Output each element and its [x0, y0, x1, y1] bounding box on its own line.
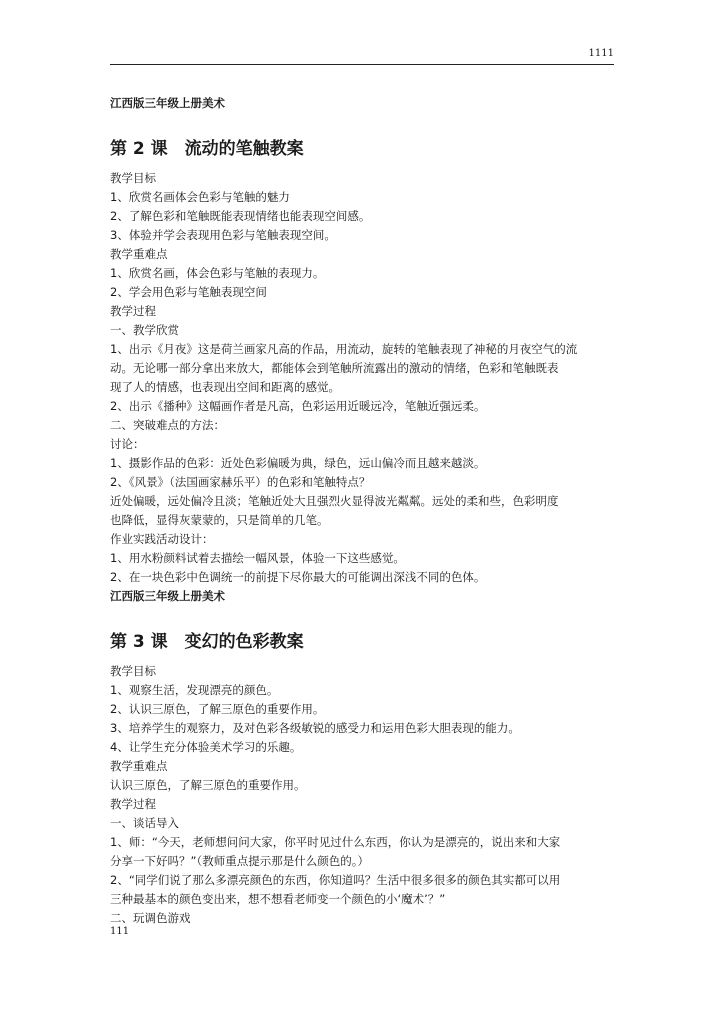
- text-line: 一、谈话导入: [110, 816, 179, 830]
- text-line: 教学重难点: [110, 759, 168, 773]
- text-line: 认识三原色，了解三原色的重要作用。: [110, 778, 306, 792]
- publisher-heading: 江西版三年级上册美术: [110, 589, 225, 603]
- footer-page-number: 111: [110, 926, 130, 937]
- lesson-3-body: [110, 662, 620, 928]
- text-line: 1、欣赏名画，体会色彩与笔触的表现力。: [110, 266, 325, 280]
- text-line: 2、《风景》（法国画家赫乐平）的色彩和笔触特点？: [110, 475, 371, 489]
- text-line: 1、用水粉颜料试着去描绘一幅风景，体验一下这些感觉。: [110, 551, 405, 565]
- text-line: 现了人的情感，也表现出空间和距离的感觉。: [110, 380, 340, 394]
- text-line: 2、“同学们说了那么多漂亮颜色的东西，你知道吗？生活中很多很多的颜色其实都可以用: [110, 873, 561, 887]
- text-line: 4、让学生充分体验美术学习的乐趣。: [110, 740, 302, 754]
- text-line: 1、出示《月夜》这是荷兰画家凡高的作品，用流动，旋转的笔触表现了神秘的月夜空气的流: [110, 342, 578, 356]
- text-line: 二、突破难点的方法：: [110, 418, 225, 432]
- text-line: 2、认识三原色，了解三原色的重要作用。: [110, 702, 325, 716]
- text-line: 教学目标: [110, 171, 156, 185]
- text-line: 1、观察生活，发现漂亮的颜色。: [110, 683, 279, 697]
- text-line: 教学目标: [110, 664, 156, 678]
- text-line: 讨论：: [110, 437, 145, 451]
- header-page-number: 1111: [588, 48, 614, 59]
- text-line: 一、教学欣赏: [110, 323, 179, 337]
- lesson-2-title: 第 2 课 流动的笔触教案: [110, 139, 304, 159]
- document-body: [110, 94, 620, 928]
- text-line: 2、出示《播种》这幅画作者是凡高，色彩运用近暖远冷，笔触近强远柔。: [110, 399, 486, 413]
- publisher-heading: 江西版三年级上册美术: [110, 96, 225, 110]
- text-line: 1、欣赏名画体会色彩与笔触的魅力: [110, 190, 290, 204]
- lesson-3-title: 第 3 课 变幻的色彩教案: [110, 632, 304, 652]
- text-line: 3、培养学生的观察力，及对色彩各级敏锐的感受力和运用色彩大胆表现的能力。: [110, 721, 520, 735]
- header-rule: [110, 64, 614, 65]
- text-line: 近处偏暖，远处偏冷且淡；笔触近处大且强烈火显得波光粼粼。远处的柔和些，色彩明度: [110, 494, 559, 508]
- text-line: 作业实践活动设计：: [110, 532, 214, 546]
- text-line: 3、体验并学会表现用色彩与笔触表现空间。: [110, 228, 336, 242]
- text-line: 2、学会用色彩与笔触表现空间: [110, 285, 267, 299]
- text-line: 三种最基本的颜色变出来，想不想看老师变一个颜色的小‘魔术’？”: [110, 892, 446, 906]
- text-line: 教学过程: [110, 304, 156, 318]
- text-line: 也降低，显得灰蒙蒙的，只是简单的几笔。: [110, 513, 329, 527]
- text-line: 2、在一块色彩中色调统一的前提下尽你最大的可能调出深浅不同的色体。: [110, 570, 486, 584]
- text-line: 动。无论哪一部分拿出来放大，都能体会到笔触所流露出的激动的情绪，色彩和笔触既表: [110, 361, 559, 375]
- text-line: 教学重难点: [110, 247, 168, 261]
- text-line: 分享一下好吗？”（教师重点提示那是什么颜色的。）: [110, 854, 369, 868]
- lesson-2-body: [110, 169, 620, 587]
- text-line: 二、玩调色游戏: [110, 911, 191, 925]
- text-line: 1、摄影作品的色彩：近处色彩偏暖为典，绿色，远山偏冷而且越来越淡。: [110, 456, 486, 470]
- text-line: 教学过程: [110, 797, 156, 811]
- text-line: 2、了解色彩和笔触既能表现情绪也能表现空间感。: [110, 209, 371, 223]
- text-line: 1、师：“今天，老师想问问大家，你平时见过什么东西，你认为是漂亮的，说出来和大家: [110, 835, 561, 849]
